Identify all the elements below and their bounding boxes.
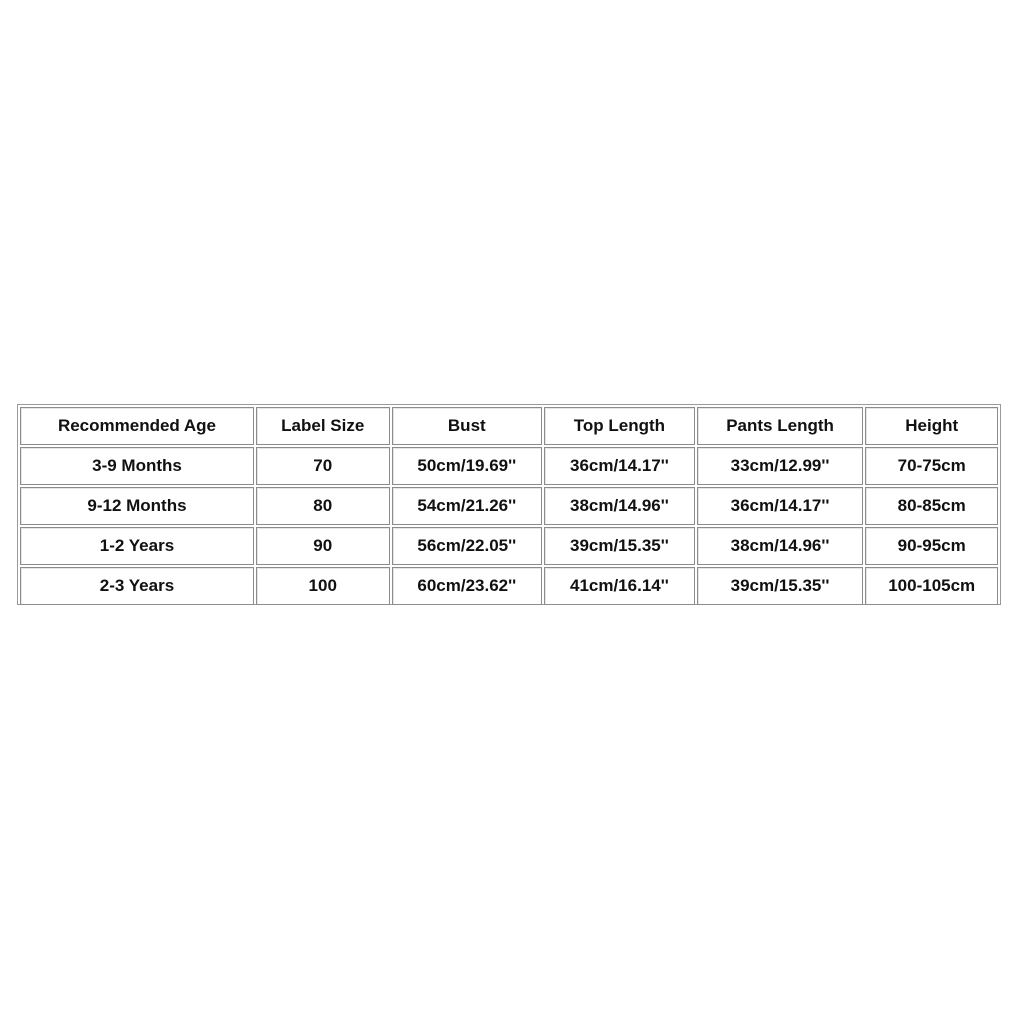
header-bust: Bust [392,407,543,445]
cell-recommended-age: 3-9 Months [20,447,254,485]
cell-pants-length: 33cm/12.99'' [697,447,864,485]
table-header-row [20,407,998,445]
cell-recommended-age: 2-3 Years [20,567,254,605]
cell-bust: 54cm/21.26'' [392,487,543,525]
cell-top-length: 36cm/14.17'' [544,447,695,485]
cell-top-length: 38cm/14.96'' [544,487,695,525]
cell-bust: 60cm/23.62'' [392,567,543,605]
cell-bust: 50cm/19.69'' [392,447,543,485]
cell-bust: 56cm/22.05'' [392,527,543,565]
cell-label-size: 70 [256,447,390,485]
header-height: Height [865,407,998,445]
cell-pants-length: 39cm/15.35'' [697,567,864,605]
cell-pants-length: 38cm/14.96'' [697,527,864,565]
cell-height: 80-85cm [865,487,998,525]
table-row [20,527,998,565]
cell-label-size: 100 [256,567,390,605]
cell-top-length: 39cm/15.35'' [544,527,695,565]
cell-recommended-age: 1-2 Years [20,527,254,565]
size-chart-table [18,405,1000,607]
table-row [20,487,998,525]
table-row [20,447,998,485]
cell-height: 100-105cm [865,567,998,605]
cell-top-length: 41cm/16.14'' [544,567,695,605]
cell-height: 70-75cm [865,447,998,485]
cell-height: 90-95cm [865,527,998,565]
cell-recommended-age: 9-12 Months [20,487,254,525]
cell-pants-length: 36cm/14.17'' [697,487,864,525]
cell-label-size: 80 [256,487,390,525]
header-recommended-age: Recommended Age [20,407,254,445]
cell-label-size: 90 [256,527,390,565]
table-row [20,567,998,605]
header-label-size: Label Size [256,407,390,445]
header-top-length: Top Length [544,407,695,445]
size-chart [17,404,1001,605]
header-pants-length: Pants Length [697,407,864,445]
